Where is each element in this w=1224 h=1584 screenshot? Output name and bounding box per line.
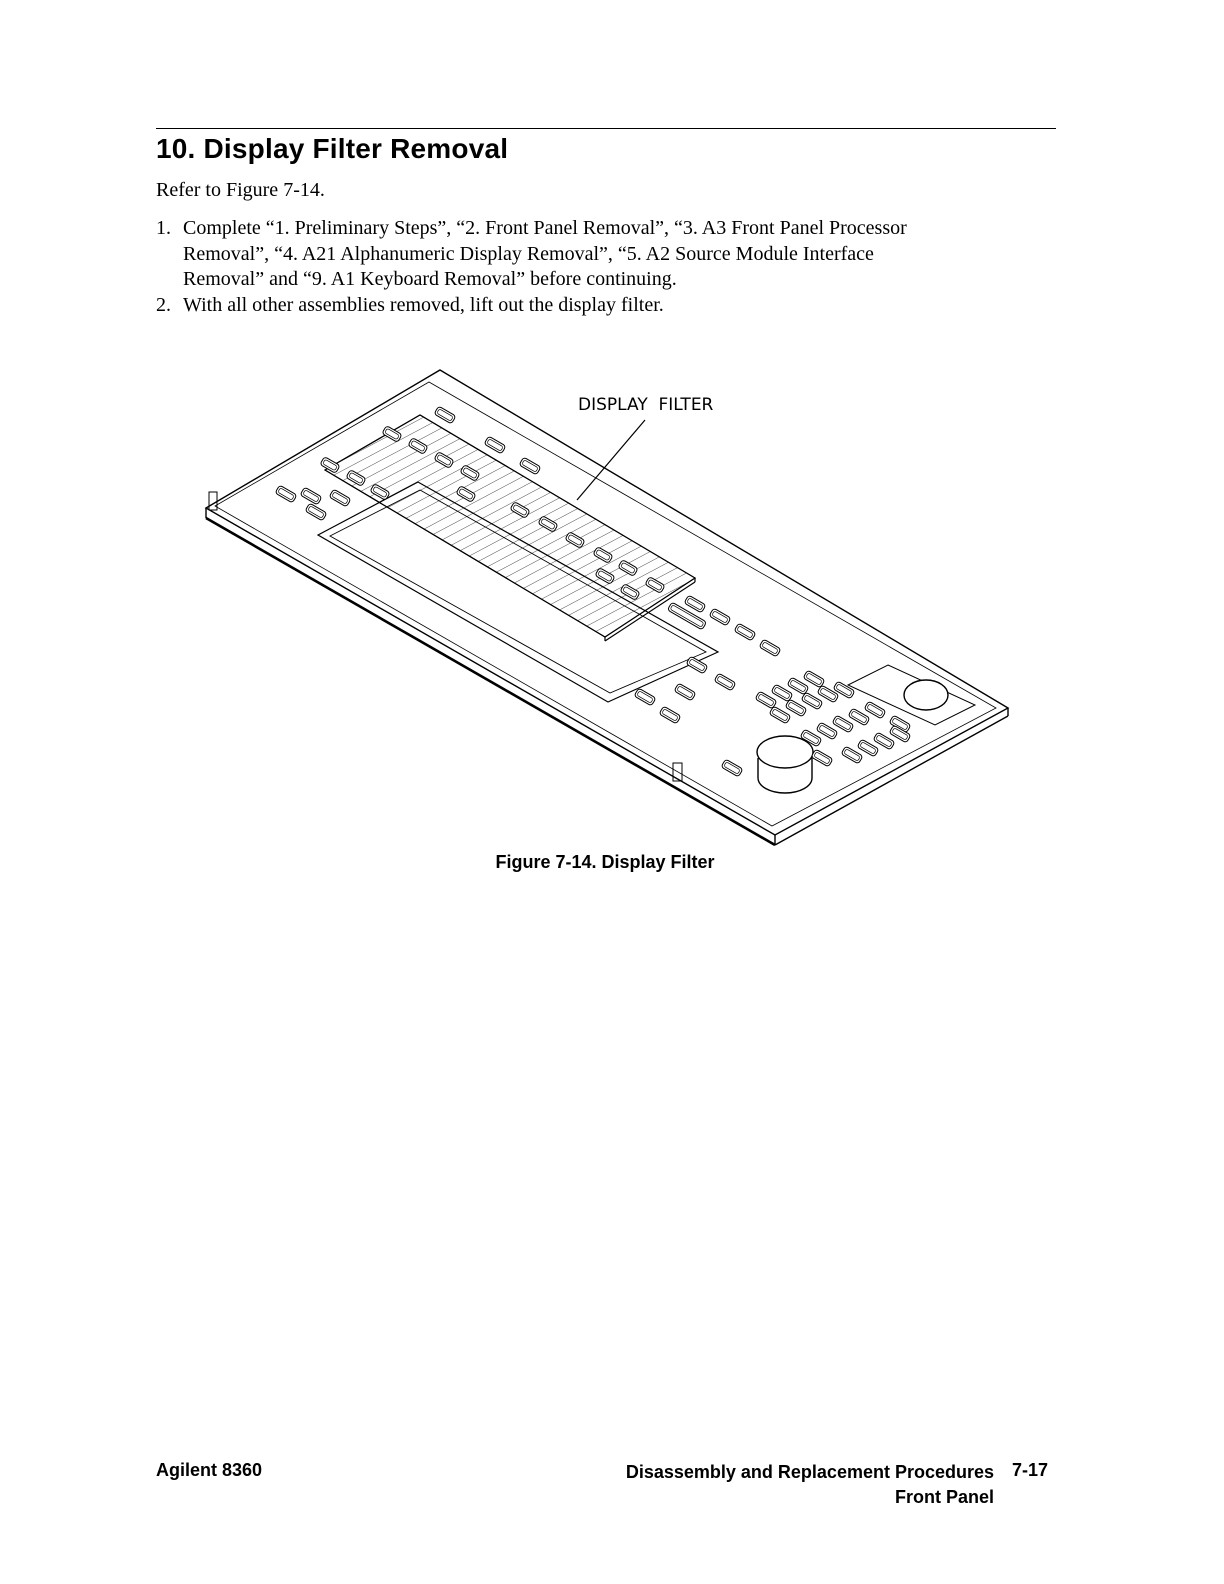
header-rule (156, 128, 1056, 129)
step-1 (156, 216, 1061, 293)
page-number: 7-17 (1012, 1460, 1049, 1480)
step-text-line: Removal” and “9. A1 Keyboard Removal” before continuing. (183, 268, 677, 290)
step-text-line: With all other assemblies removed, lift out the display filter. (183, 293, 664, 316)
step-number: 2. (156, 293, 171, 316)
small-knob-icon (904, 680, 948, 710)
step-number: 1. (156, 217, 171, 239)
footer-chapter-title: Disassembly and Replacement Procedures (625, 1462, 994, 1482)
intro-paragraph: Refer to Figure 7-14. (156, 179, 325, 201)
figure-caption: Figure 7-14. Display Filter (495, 852, 715, 872)
section-title: 10. Display Filter Removal (156, 133, 509, 164)
step-text-line: Removal”, “4. A21 Alphanumeric Display Removal”, “5. A2 Source Module Interface (183, 242, 874, 265)
procedure-steps (156, 216, 1061, 318)
footer-section-title: Front Panel (894, 1487, 994, 1507)
footer-chapter (626, 1460, 994, 1510)
callout-label: DISPLAY FILTER (578, 395, 714, 415)
step-2 (156, 293, 1061, 319)
footer-product: Agilent 8360 (156, 1460, 263, 1480)
display-filter-figure (150, 355, 1060, 855)
step-text-line: Complete “1. Preliminary Steps”, “2. Front Panel Removal”, “3. A3 Front Panel Processor (183, 217, 907, 239)
